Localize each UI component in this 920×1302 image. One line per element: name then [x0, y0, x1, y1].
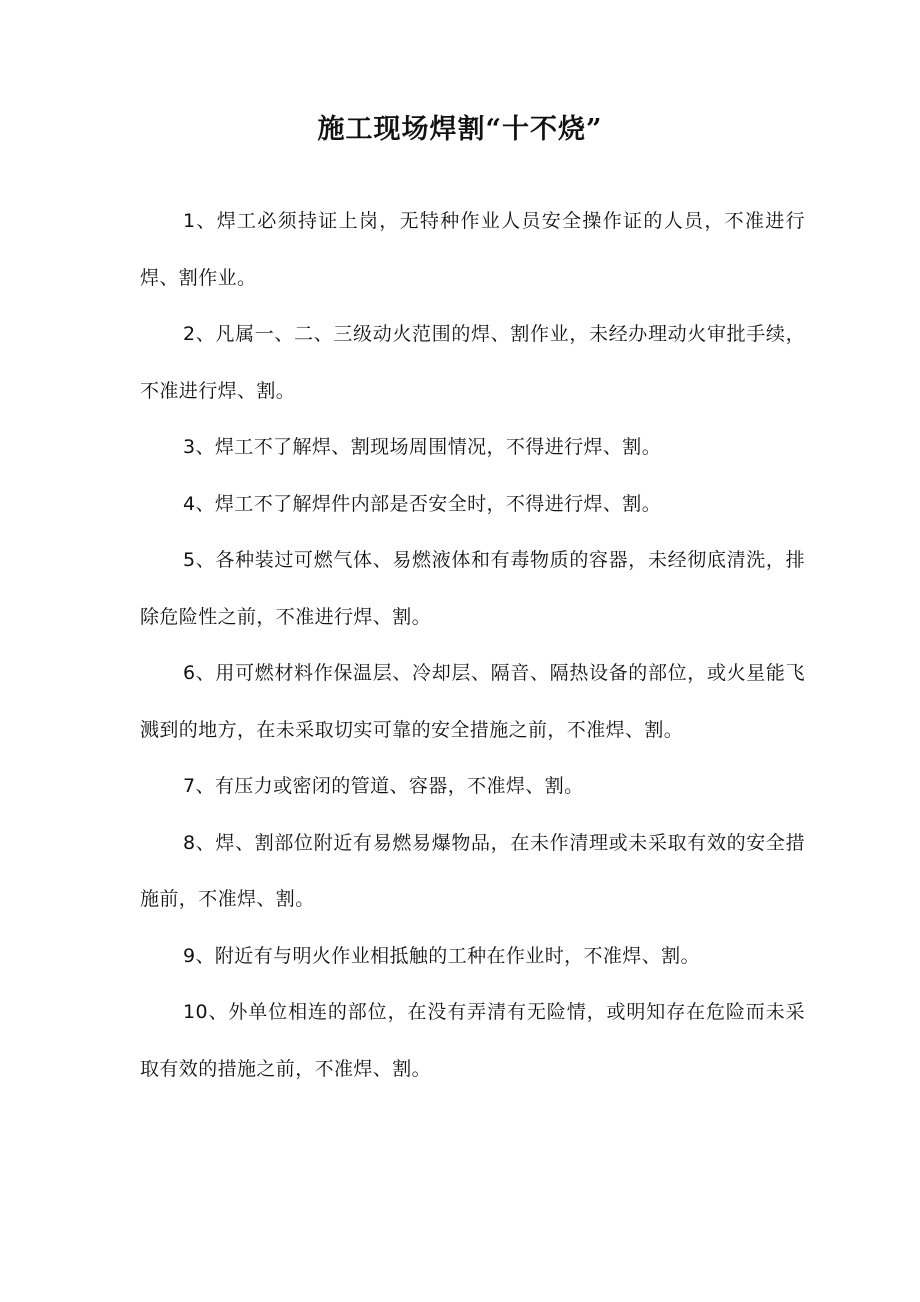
rules-list — [140, 193, 805, 1097]
page-title: 施工现场焊割“十不烧” — [317, 114, 603, 145]
rule-item-6: 6、用可燃材料作保温层、冷却层、隔音、隔热设备的部位，或火星能飞溅到的地方，在未采取切实可靠的安全措施之前，不准焊、割。 — [140, 662, 805, 741]
rule-item-4: 4、焊工不了解焊件内部是否安全时，不得进行焊、割。 — [183, 492, 662, 515]
rule-item-9: 9、附近有与明火作业相抵触的工种在作业时，不准焊、割。 — [183, 944, 700, 967]
rule-item-3: 3、焊工不了解焊、割现场周围情况，不得进行焊、割。 — [183, 436, 662, 458]
rule-item-10: 10、外单位相连的部位，在没有弄清有无险情，或明知存在危险而未采取有效的措施之前，不准焊、割。 — [140, 1001, 805, 1080]
rule-item-8: 8、焊、割部位附近有易燃易爆物品，在未作清理或未采取有效的安全措施前，不准焊、割。 — [140, 831, 805, 910]
rule-item-7: 7、有压力或密闭的管道、容器，不准焊、割。 — [183, 775, 584, 797]
rule-item-1: 1、焊工必须持证上岗，无特种作业人员安全操作证的人员，不准进行焊、割作业。 — [140, 210, 805, 289]
rule-item-5: 5、各种装过可燃气体、易燃液体和有毒物质的容器，未经彻底清洗，排除危险性之前，不准进行焊、割。 — [140, 549, 805, 628]
rule-item-2: 2、凡属一、二、三级动火范围的焊、割作业，未经办理动火审批手续，不准进行焊、割。 — [140, 323, 805, 402]
